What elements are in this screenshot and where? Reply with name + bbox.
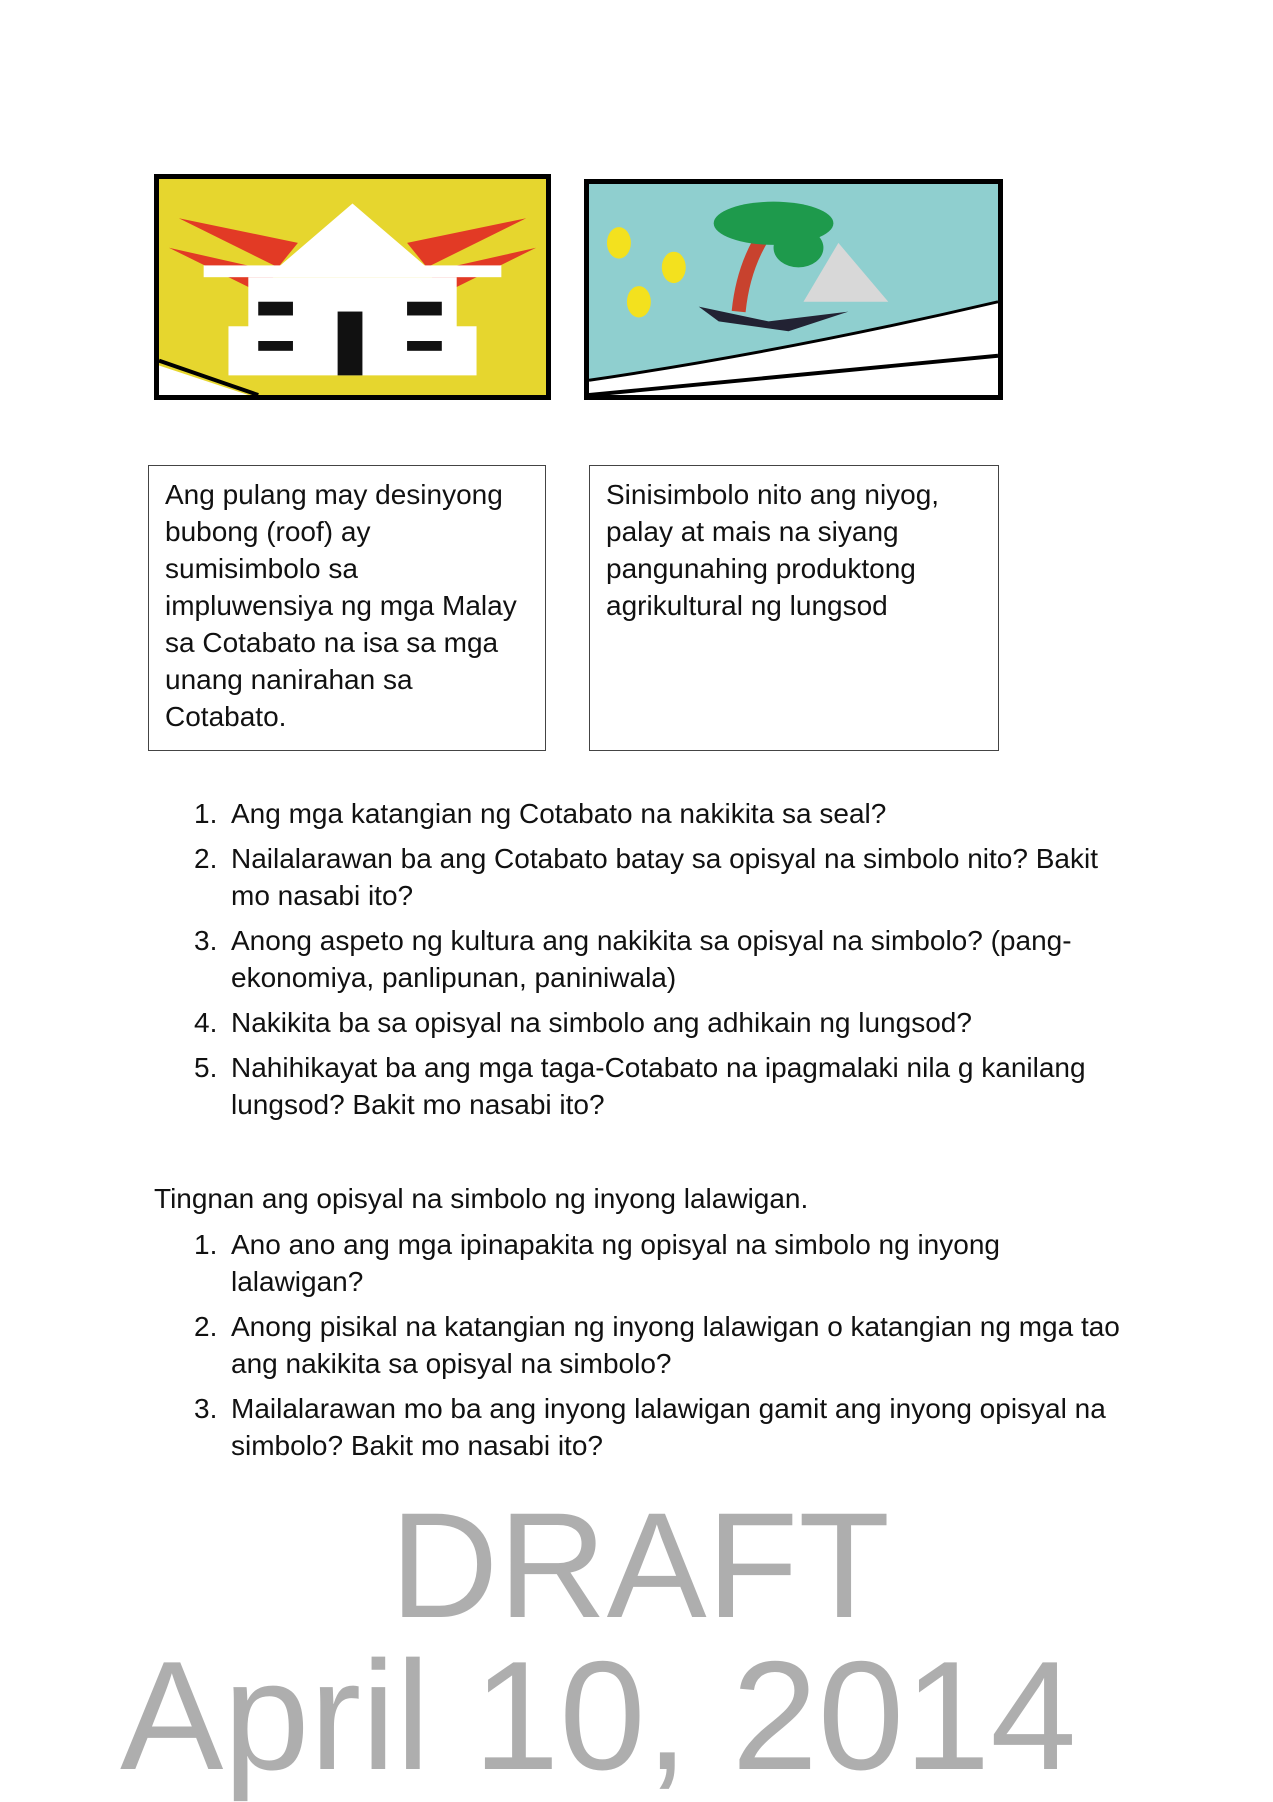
item-text: Nahihikayat ba ang mga taga-Cotabato na ipagmalaki nila g kanilang lungsod? Bakit mo nasabi ito? — [231, 1052, 1086, 1120]
item-text: Anong pisikal na katangian ng inyong lalawigan o katangian ng mga tao ang nakikita sa opisyal na simbolo? — [231, 1311, 1120, 1379]
list-item — [194, 1004, 1131, 1041]
item-number: 3. — [194, 1393, 218, 1424]
instruction-text: Tingnan ang opisyal na simbolo ng inyong lalawigan. — [154, 1183, 809, 1214]
item-number: 4. — [194, 1007, 218, 1038]
seal-agriculture-image — [584, 179, 1003, 400]
question-list-2 — [194, 1226, 1131, 1472]
item-number: 1. — [194, 1229, 218, 1260]
watermark-draft: DRAFT — [390, 1481, 890, 1649]
item-text: Nakikita ba sa opisyal na simbolo ang adhikain ng lungsod? — [231, 1007, 972, 1038]
list-item — [194, 1049, 1131, 1123]
list-item — [194, 795, 1131, 832]
item-number: 3. — [194, 925, 218, 956]
item-text: Ang mga katangian ng Cotabato na nakikita sa seal? — [231, 798, 887, 829]
list-item — [194, 840, 1131, 914]
list-item — [194, 1308, 1131, 1382]
seal-house-image — [154, 174, 551, 400]
caption-text: Sinisimbolo nito ang niyog, palay at mais na siyang pangunahing produktong agrikultural ng lungsod — [606, 479, 940, 621]
watermark-date: April 10, 2014 — [120, 1629, 1077, 1802]
caption-box-agriculture — [589, 465, 999, 751]
item-number: 2. — [194, 1311, 218, 1342]
caption-text: Ang pulang may desinyong bubong (roof) ay sumisimbolo sa impluwensiya ng mga Malay sa Cotabato na isa sa mga unang nanirahan sa Cotabato. — [165, 479, 517, 732]
item-number: 5. — [194, 1052, 218, 1083]
item-text: Mailalarawan mo ba ang inyong lalawigan gamit ang inyong opisyal na simbolo? Bakit mo nasabi ito? — [231, 1393, 1106, 1461]
item-text: Nailalarawan ba ang Cotabato batay sa opisyal na simbolo nito? Bakit mo nasabi ito? — [231, 843, 1098, 911]
list-item — [194, 922, 1131, 996]
item-number: 1. — [194, 798, 218, 829]
question-list-1 — [194, 795, 1131, 1131]
item-text: Ano ano ang mga ipinapakita ng opisyal na simbolo ng inyong lalawigan? — [231, 1229, 1000, 1297]
item-text: Anong aspeto ng kultura ang nakikita sa opisyal na simbolo? (pang-ekonomiya, panlipunan, paniniwala) — [231, 925, 1072, 993]
item-number: 2. — [194, 843, 218, 874]
list-item — [194, 1226, 1131, 1300]
list-item — [194, 1390, 1131, 1464]
caption-box-house — [148, 465, 546, 751]
